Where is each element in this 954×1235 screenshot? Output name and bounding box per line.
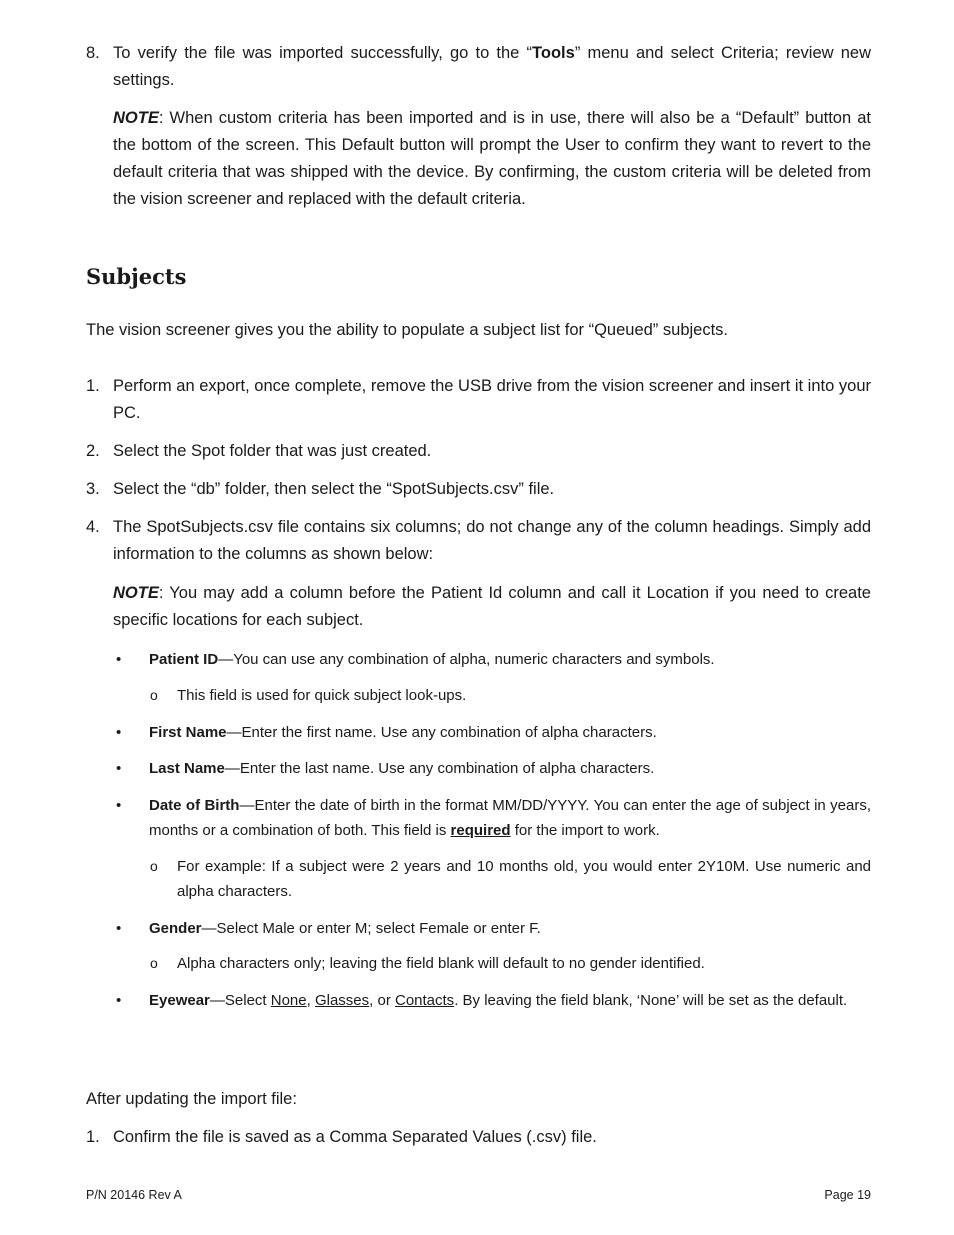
step-number: 4. — [86, 518, 100, 536]
step-number: 1. — [86, 1128, 100, 1146]
bullet: • — [116, 724, 122, 741]
step-number: 3. — [86, 480, 100, 498]
step-8-text: To verify the file was imported successfully, go to the “Tools” menu and select Criteria; review new settings. — [113, 44, 871, 89]
field-date-of-birth: Date of Birth—Enter the date of birth in the format MM/DD/YYYY. You can enter the age of subject in years, months or a combination of both. This field is required for the import to work. — [149, 797, 871, 839]
step-text: The SpotSubjects.csv file contains six columns; do not change any of the column headings. Simply add information to the columns as shown below: — [113, 518, 871, 563]
step-text: Perform an export, once complete, remove the USB drive from the vision screener and insert it into your PC. — [113, 377, 871, 422]
field-first-name: First Name—Enter the first name. Use any combination of alpha characters. — [149, 724, 657, 741]
bullet: • — [116, 797, 122, 814]
field-gender: Gender—Select Male or enter M; select Female or enter F. — [149, 920, 541, 937]
bullet: • — [116, 760, 122, 777]
step-text: Confirm the file is saved as a Comma Separated Values (.csv) file. — [113, 1128, 597, 1146]
field-date-of-birth-example: For example: If a subject were 2 years and 10 months old, you would enter 2Y10M. Use numeric and alpha characters. — [177, 858, 871, 900]
step-8-number: 8. — [86, 44, 100, 62]
intro-text: The vision screener gives you the ability to populate a subject list for “Queued” subjects. — [86, 321, 729, 339]
field-patient-id: Patient ID—You can use any combination of alpha, numeric characters and symbols. — [149, 651, 715, 668]
footer-part-number: P/N 20146 Rev A — [86, 1188, 182, 1202]
bullet: • — [116, 992, 122, 1009]
field-gender-note: Alpha characters only; leaving the field blank will default to no gender identified. — [177, 955, 705, 972]
footer-page-number: Page 19 — [824, 1188, 871, 1202]
criteria-note: NOTE: When custom criteria has been imported and is in use, there will also be a “Default” button at the bottom of the screen. This Default button will prompt the User to confirm they want to revert to the default criteria that was shipped with the device. By confirming, the custom criteria will be deleted from the vision screener and replaced with the default criteria. — [113, 109, 871, 208]
step-text: Select the “db” folder, then select the “SpotSubjects.csv” file. — [113, 480, 555, 498]
bullet: • — [116, 651, 122, 668]
step-text: Select the Spot folder that was just created. — [113, 442, 432, 460]
section-title: Subjects — [86, 264, 187, 289]
field-last-name: Last Name—Enter the last name. Use any combination of alpha characters. — [149, 760, 655, 777]
bullet: • — [116, 920, 122, 937]
step-number: 2. — [86, 442, 100, 460]
field-patient-id-note: This field is used for quick subject look-ups. — [177, 687, 467, 704]
after-update-label: After updating the import file: — [86, 1090, 297, 1108]
location-note: NOTE: You may add a column before the Patient Id column and call it Location if you need to create specific locations for each subject. — [113, 584, 871, 629]
step-number: 1. — [86, 377, 100, 395]
sub-bullet: o — [150, 687, 158, 703]
field-eyewear: Eyewear—Select None, Glasses, or Contacts. By leaving the field blank, ‘None’ will be set as the default. — [149, 992, 848, 1009]
sub-bullet: o — [150, 955, 158, 971]
sub-bullet: o — [150, 858, 158, 874]
